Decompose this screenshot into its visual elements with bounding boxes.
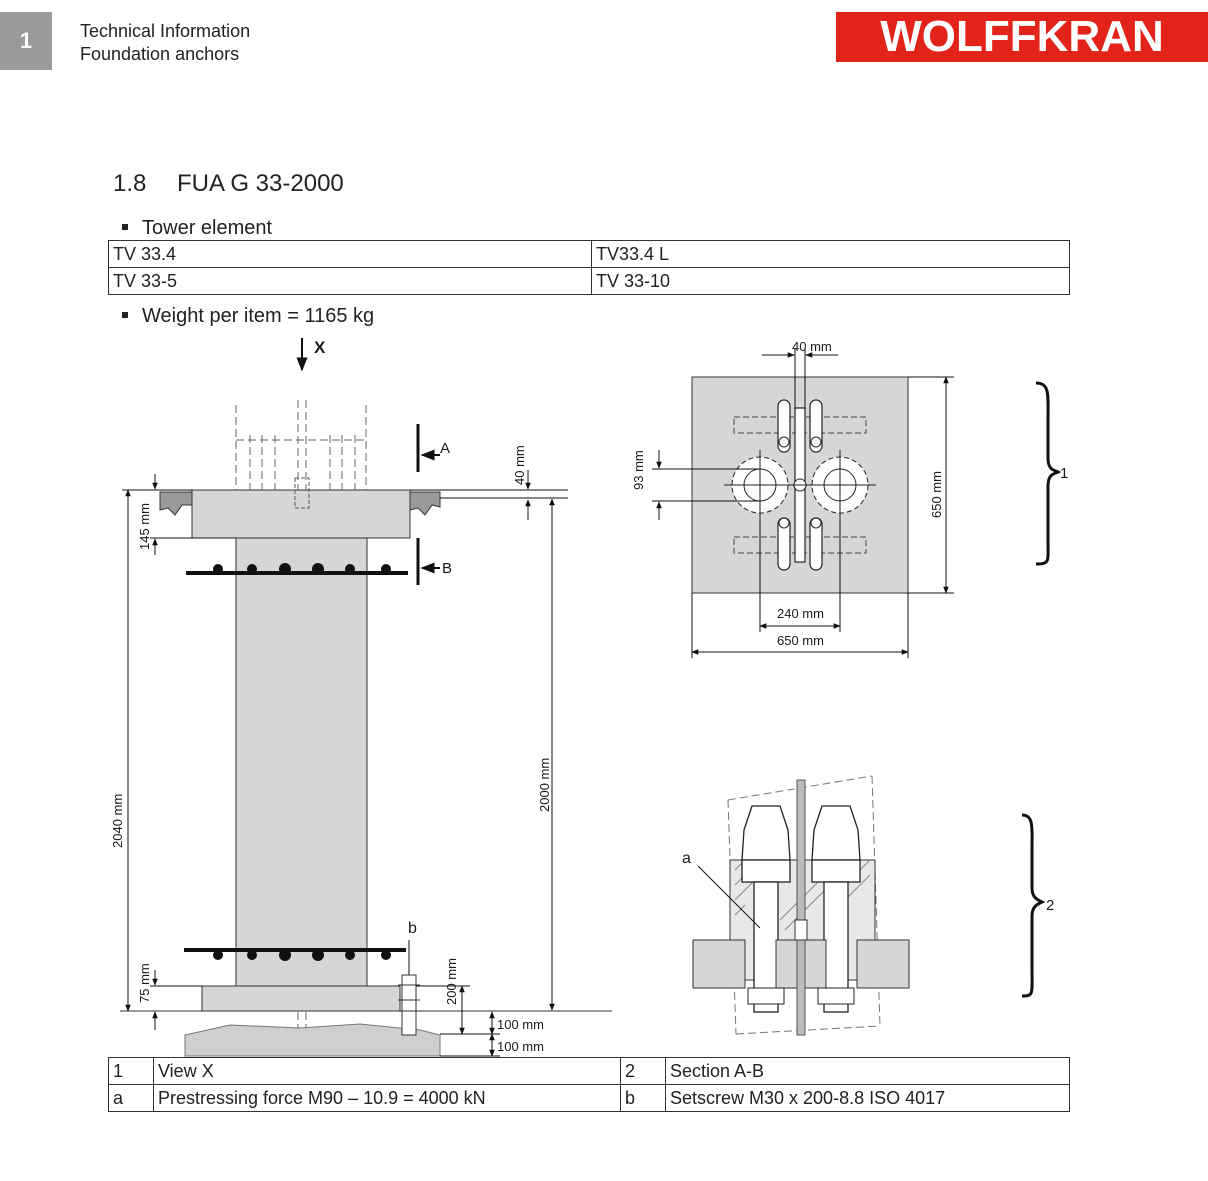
table-cell: TV 33-10 <box>592 268 1070 295</box>
table-cell: TV 33.4 <box>109 241 592 268</box>
table-row <box>109 1058 1070 1085</box>
view-x-label: X <box>314 338 326 357</box>
wolffkran-logo: WOLFFKRAN <box>836 12 1208 62</box>
dim-200: 200 mm <box>444 958 459 1005</box>
table-cell: TV33.4 L <box>592 241 1070 268</box>
table-cell: View X <box>154 1058 621 1085</box>
section-a-marker: A <box>440 440 451 457</box>
section-title: FUA G 33-2000 <box>177 170 344 197</box>
legend-table <box>108 1057 1070 1112</box>
top-plate-view <box>631 339 1068 658</box>
dim-650-horizontal: 650 mm <box>777 633 824 648</box>
bullet-tower-text: Tower element <box>142 217 273 239</box>
table-cell: 1 <box>109 1058 154 1085</box>
dim-2000: 2000 mm <box>537 757 552 812</box>
side-elevation-view <box>110 338 612 1056</box>
section-number: 1.8 <box>113 170 147 197</box>
dim-145: 145 mm <box>137 503 152 550</box>
chapter-number-badge: 1 <box>0 12 52 70</box>
dim-75: 75 mm <box>137 963 152 1003</box>
section-a-b-view <box>682 776 1054 1035</box>
header-line-1: Technical Information <box>80 21 251 41</box>
table-row <box>109 1085 1070 1112</box>
dim-100-upper: 100 mm <box>497 1017 544 1032</box>
table-cell: Prestressing force M90 – 10.9 = 4000 kN <box>154 1085 621 1112</box>
callout-b: b <box>408 920 417 937</box>
section-b-marker: B <box>442 560 453 577</box>
table-cell: Setscrew M30 x 200-8.8 ISO 4017 <box>666 1085 1070 1112</box>
dim-650-vertical: 650 mm <box>929 471 944 518</box>
table-cell: 2 <box>621 1058 666 1085</box>
table-cell: b <box>621 1085 666 1112</box>
dim-100-lower: 100 mm <box>497 1039 544 1054</box>
table-cell: TV 33-5 <box>109 268 592 295</box>
dim-2040: 2040 mm <box>110 793 125 848</box>
header-line-2: Foundation anchors <box>80 44 240 64</box>
table-cell: a <box>109 1085 154 1112</box>
dim-93: 93 mm <box>631 450 646 490</box>
dim-40-top: 40 mm <box>792 339 832 354</box>
brace-2-label: 2 <box>1046 897 1055 914</box>
dim-240: 240 mm <box>777 606 824 621</box>
brace-1-label: 1 <box>1060 465 1069 482</box>
bullet-weight-text: Weight per item = 1165 kg <box>142 305 375 327</box>
dim-40-side: 40 mm <box>512 445 527 485</box>
callout-a: a <box>682 850 691 867</box>
table-cell: Section A-B <box>666 1058 1070 1085</box>
